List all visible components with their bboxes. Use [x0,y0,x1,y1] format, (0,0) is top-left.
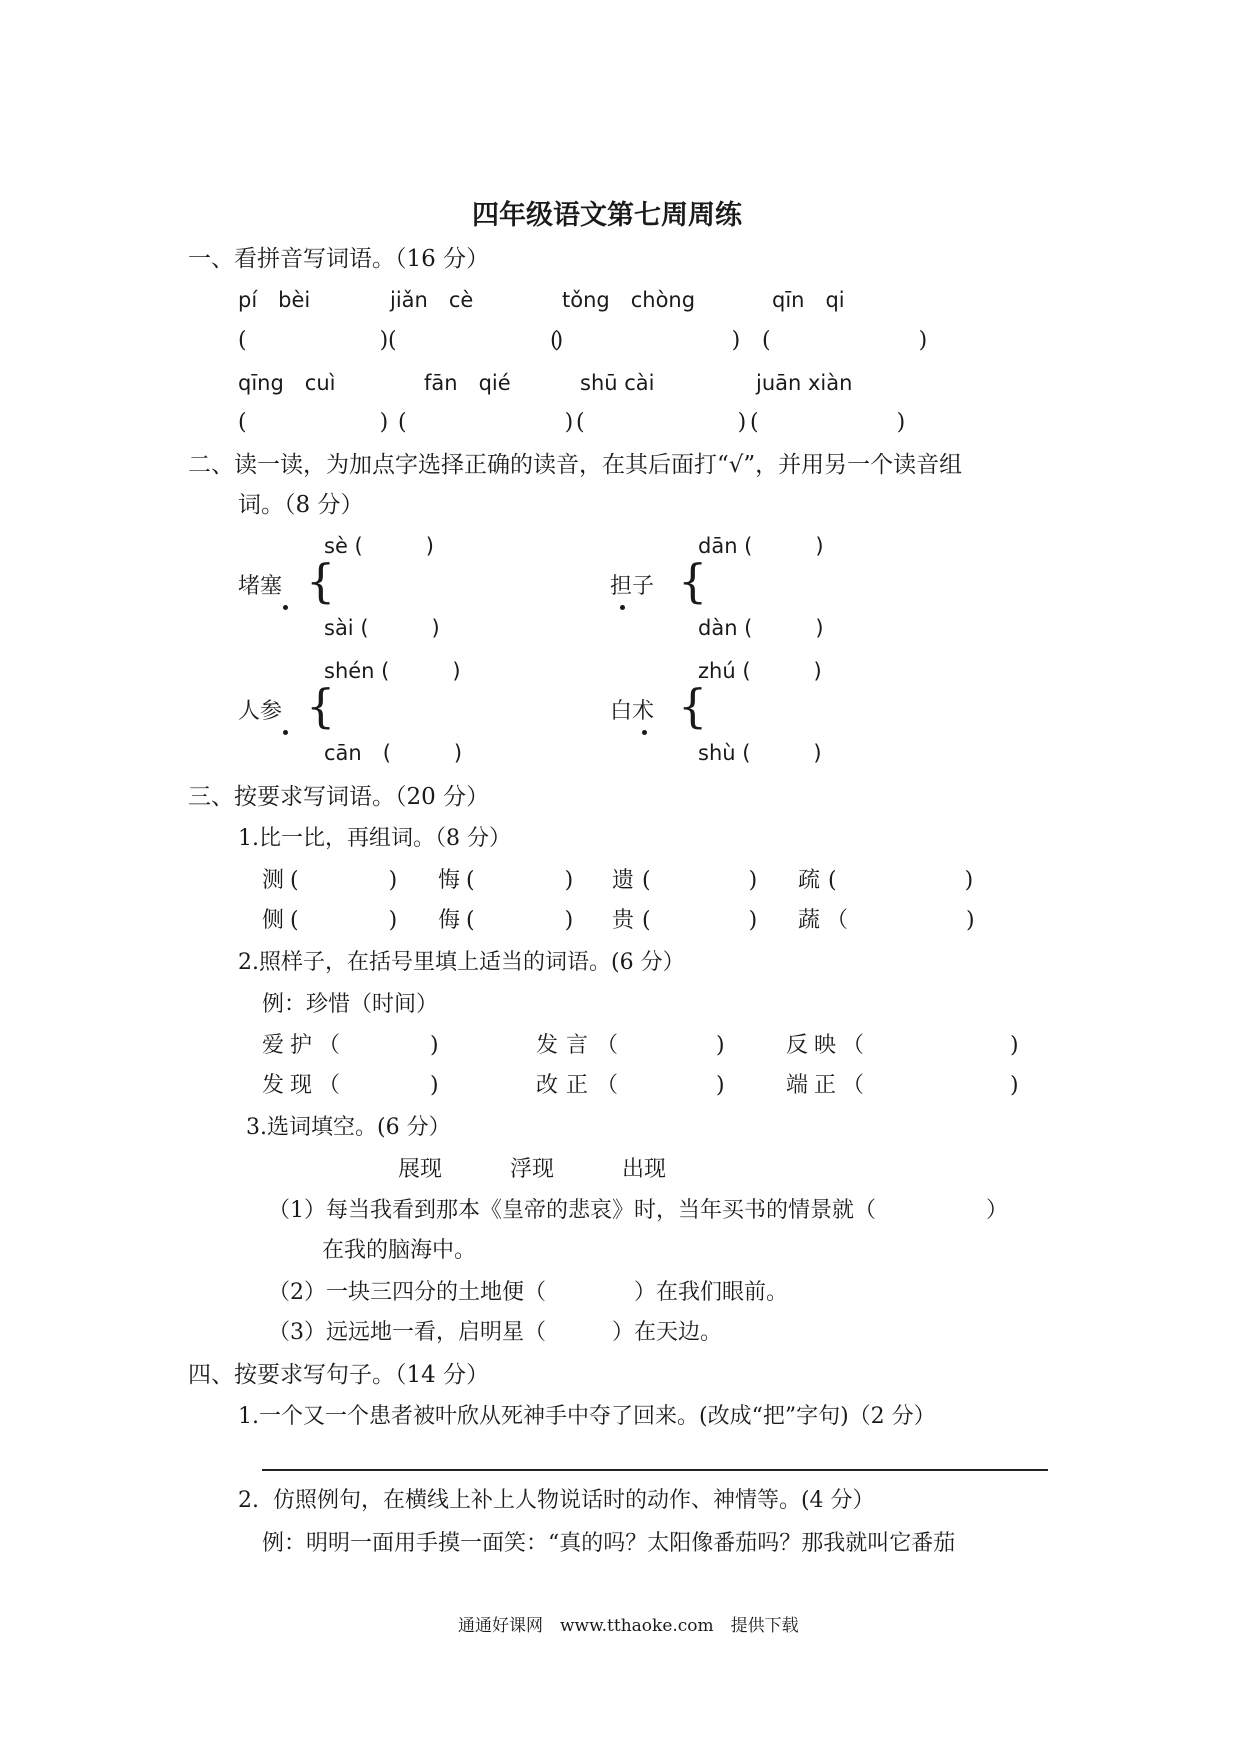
page-title: 四年级语文第七周周练 [472,200,742,231]
q4-2-example: 例：明明一面用手摸一面笑：“真的吗？太阳像番茄吗？那我就叫它番茄 [262,1531,956,1556]
reading-option: zhú ( ) [698,659,822,683]
q3-1-label: 1.比一比，再组词。（8 分） [238,826,511,851]
compare-blank[interactable]: 测( ) [262,868,404,893]
q3-3-sentence-3: （3）远远地一看，启明星（ ）在天边。 [268,1320,722,1345]
emphasis-dot [283,730,288,735]
pinyin-1-3: tǒng chòng [562,288,696,312]
blank-1-2[interactable]: ( ) [388,328,578,353]
section-3-heading: 三、按要求写词语。（20 分） [188,784,490,810]
blank-1-3[interactable]: ( ) [550,328,758,353]
blank-1-4[interactable]: ( ) [762,328,940,353]
q4-2-label: 2. 仿照例句，在横线上补上人物说话时的动作、神情等。(4 分） [238,1488,875,1513]
polyphone-word: 白术 [610,699,655,724]
footer-source: 通通好课网 www.tthaoke.com 提供下载 [458,1616,799,1636]
pinyin-1-2: jiǎn cè [390,288,474,312]
word-choice: 浮现 [510,1157,555,1182]
compare-blank[interactable]: 蔬（ ) [798,908,981,933]
reading-option: sài ( ) [324,616,440,640]
fill-blank[interactable]: 发言（ ) [536,1033,733,1058]
blank-2-4[interactable]: ( ) [750,410,916,435]
brace: { [678,554,708,608]
emphasis-dot [642,730,647,735]
fill-blank[interactable]: 发现（ ) [262,1073,445,1098]
pinyin-2-4: juān xiàn [756,371,853,395]
pinyin-2-2: fān qié [424,371,511,395]
q3-2-example: 例：珍惜（时间） [262,992,439,1017]
compare-blank[interactable]: 遗( ) [612,868,766,893]
section-2-heading-cont: 词。（8 分） [238,492,364,518]
blank-2-2[interactable]: ( ) [398,410,588,435]
compare-blank[interactable]: 侮( ) [438,908,580,933]
blank-1-1[interactable]: ( ) [238,328,398,353]
reading-option: shù ( ) [698,741,822,765]
brace: { [306,679,336,733]
section-2-heading: 二、读一读，为加点字选择正确的读音，在其后面打“√”，并用另一个读音组 [188,452,963,478]
section-1-heading: 一、看拼音写词语。（16 分） [188,246,490,272]
fill-blank[interactable]: 改正（ ) [536,1073,733,1098]
q3-2-label: 2.照样子，在括号里填上适当的词语。(6 分） [238,950,685,975]
q3-3-sentence-1: （1）每当我看到那本《皇帝的悲哀》时，当年买书的情景就（ ） [268,1198,1008,1223]
fill-blank[interactable]: 端正（ ) [786,1073,1025,1098]
polyphone-word: 人参 [238,699,283,724]
pinyin-1-4: qīn qi [772,288,845,312]
polyphone-word: 堵塞 [238,574,283,599]
pinyin-1-1: pí bèi [238,288,311,312]
q3-3-sentence-2: （2）一块三四分的土地便（ ）在我们眼前。 [268,1280,788,1305]
reading-option: dān ( ) [698,534,824,558]
blank-2-3[interactable]: ( ) [576,410,760,435]
compare-blank[interactable]: 侧( ) [262,908,404,933]
compare-blank[interactable]: 疏( ) [798,868,982,893]
blank-2-1[interactable]: ( ) [238,410,398,435]
reading-option: cān ( ) [324,741,463,765]
reading-option: shén ( ) [324,659,461,683]
emphasis-dot [620,605,625,610]
emphasis-dot [283,605,288,610]
word-choice: 出现 [622,1157,667,1182]
fill-blank[interactable]: 爱护（ ) [262,1033,445,1058]
answer-line[interactable] [262,1469,1048,1471]
q3-3-label: 3.选词填空。(6 分） [246,1115,451,1140]
reading-option: dàn ( ) [698,616,824,640]
fill-blank[interactable]: 反映（ ) [786,1033,1025,1058]
q3-3-sentence-1-cont: 在我的脑海中。 [322,1238,477,1263]
pinyin-2-3: shū cài [580,371,655,395]
reading-option: sè ( ) [324,534,434,558]
word-choice: 展现 [398,1157,443,1182]
compare-blank[interactable]: 悔( ) [438,868,580,893]
q4-1-label: 1.一个又一个患者被叶欣从死神手中夺了回来。(改成“把”字句)（2 分） [238,1404,936,1429]
compare-blank[interactable]: 贵( ) [612,908,766,933]
brace: { [306,554,336,608]
brace: { [678,679,708,733]
section-4-heading: 四、按要求写句子。（14 分） [188,1362,490,1388]
pinyin-2-1: qīng cuì [238,371,336,395]
polyphone-word: 担子 [610,574,655,599]
